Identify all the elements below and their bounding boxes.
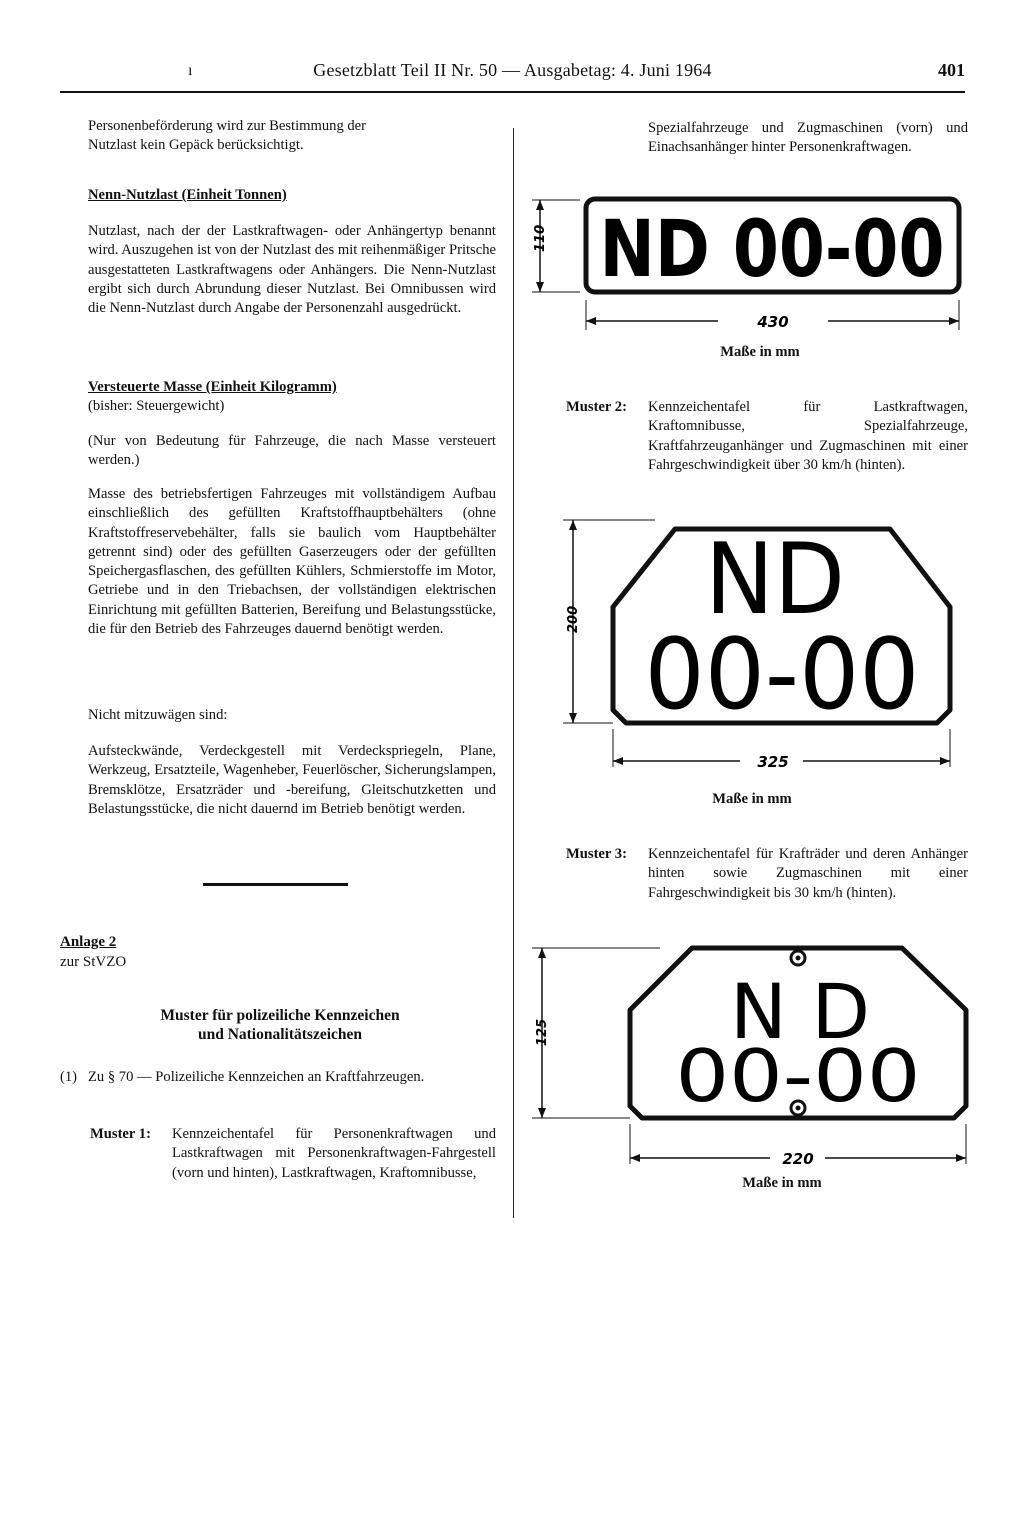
right-intro-text: Spezialfahrzeuge und Zugmaschinen (vorn) und Einachsanhänger hinter Personenkraftwagen. bbox=[648, 120, 968, 156]
muster-2 bbox=[566, 398, 968, 488]
page-number: 401 bbox=[938, 60, 965, 80]
page-header bbox=[60, 58, 965, 86]
intro-line-2: Nutzlast kein Gepäck berücksichtigt. bbox=[88, 137, 304, 154]
header-mark: ı bbox=[188, 62, 193, 79]
anlage-subtitle: zur StVZO bbox=[60, 954, 127, 970]
plate-3-line-1: N D bbox=[730, 967, 870, 1056]
plate-1-diagram bbox=[528, 190, 978, 365]
plate-3-width: 220 bbox=[782, 1150, 814, 1168]
muster-1-text: Kennzeichentafel für Personenkraftwagen und Lastkraftwagen mit Personenkraftwagen-Fahrgestell (vorn und hinten), Lastkraftwagen, Kraftomnibusse, bbox=[172, 1126, 496, 1181]
plate-3-height: 125 bbox=[535, 1018, 550, 1046]
column-divider bbox=[513, 128, 514, 1218]
muster-3-text: Kennzeichentafel für Krafträder und deren Anhänger hinten sowie Zugmaschinen mit einer Fahrgeschwindigkeit bis 30 km/h (hinten). bbox=[648, 846, 968, 901]
nicht-mitzuwaegen-heading: Nicht mitzuwägen sind: bbox=[88, 707, 228, 723]
plate-2-line-2: 00-00 bbox=[644, 618, 920, 732]
plate-2-height: 200 bbox=[566, 605, 581, 633]
header-rule bbox=[60, 91, 965, 93]
separator-rule bbox=[203, 883, 348, 886]
masse-note: (Nur von Bedeutung für Fahrzeuge, die nach Masse versteuert werden.) bbox=[88, 433, 496, 469]
plate-2-caption: Maße in mm bbox=[712, 791, 792, 807]
plate-1-width: 430 bbox=[757, 313, 789, 331]
muster-1-label: Muster 1: bbox=[90, 1126, 151, 1142]
section-heading bbox=[60, 1006, 500, 1044]
muster-2-text: Kennzeichentafel für Lastkraftwagen, Kraftomnibusse, Spezialfahrzeuge, Kraftfahrzeuganhänger und Zugmaschinen mit einer Fahrgeschwindigkeit über 30 km/h (hinten). bbox=[648, 399, 968, 473]
plate-2-width: 325 bbox=[757, 753, 789, 771]
nicht-mitzuwaegen-body: Aufsteckwände, Verdeckgestell mit Verdeckspriegeln, Plane, Werkzeug, Ersatzteile, Wagenheber, Feuerlöscher, Sicherungslampen, Bremsklötze, Ersatzräder und -bereifung, Gleitschutzketten und Belastungsstücke, die nicht dauernd im Betrieb benötigt werden. bbox=[88, 743, 496, 817]
section-heading-line-2: und Nationalitätszeichen bbox=[197, 1026, 363, 1043]
plate-1-text: ND 00-00 bbox=[599, 205, 945, 295]
nennnutzlast-body: Nutzlast, nach der der Lastkraftwagen- oder Anhängertyp benannt wird. Auszugehen ist von der Nutzlast des mit reihenmäßiger Pritsche ausgestatteten Lastkraftwagens oder Anhängers. Die Nenn-Nutzlast ergibt sich durch Abrundung dieser Nutzlast. Bei Omnibussen wird die Nenn-Nutzlast durch Angabe der Personenzahl ausgedrückt. bbox=[88, 223, 496, 317]
plate-2-line-1: ND bbox=[705, 523, 845, 637]
item-1-number: (1) bbox=[60, 1069, 78, 1085]
nennnutzlast-heading: Nenn-Nutzlast (Einheit Tonnen) bbox=[88, 187, 287, 203]
muster-2-label: Muster 2: bbox=[566, 399, 627, 415]
muster-3-label: Muster 3: bbox=[566, 846, 627, 862]
plate-2-diagram bbox=[545, 515, 965, 780]
plate-3-line-2: 00-00 bbox=[675, 1034, 921, 1118]
plate-1-caption: Maße in mm bbox=[720, 344, 800, 360]
plate-1-height: 110 bbox=[533, 224, 548, 252]
masse-heading: Versteuerte Masse (Einheit Kilogramm) bbox=[88, 379, 337, 395]
section-heading-line-1: Muster für polizeiliche Kennzeichen bbox=[160, 1007, 400, 1024]
anlage-title: Anlage 2 bbox=[60, 934, 117, 950]
intro-line-1: Personenbeförderung wird zur Bestimmung der bbox=[88, 118, 367, 134]
header-title: Gesetzblatt Teil II Nr. 50 — Ausgabetag: 4. Juni 1964 bbox=[313, 60, 712, 80]
muster-1 bbox=[90, 1125, 496, 1205]
plate-3-diagram bbox=[520, 938, 975, 1173]
anlage-block bbox=[60, 932, 126, 972]
intro-paragraph bbox=[88, 117, 496, 156]
masse-subheading: (bisher: Steuergewicht) bbox=[88, 398, 225, 414]
plate-3-caption: Maße in mm bbox=[742, 1175, 822, 1191]
masse-body: Masse des betriebsfertigen Fahrzeuges mit vollständigem Aufbau einschließlich des gefüllten Kraftstoffhauptbehälters (ohne Kraftstoffreservebehälter, falls sie baulich vom Hauptbehälter getrennt sind) oder des gefüllten Gaserzeugers oder der gefüllten Speichergasflaschen, des gefüllten Kühlers, Schmierstoffe im Motor, Getriebe und in den Triebachsen, der vollständigen elektrischen Einrichtung mit gefüllten Batterien, Bereifung und Belastungsstücke, die für den Betrieb des Fahrzeuges dauernd benötigt werden. bbox=[88, 486, 496, 638]
muster-3 bbox=[566, 845, 968, 925]
item-1-text: Zu § 70 — Polizeiliche Kennzeichen an Kraftfahrzeugen. bbox=[88, 1069, 425, 1085]
